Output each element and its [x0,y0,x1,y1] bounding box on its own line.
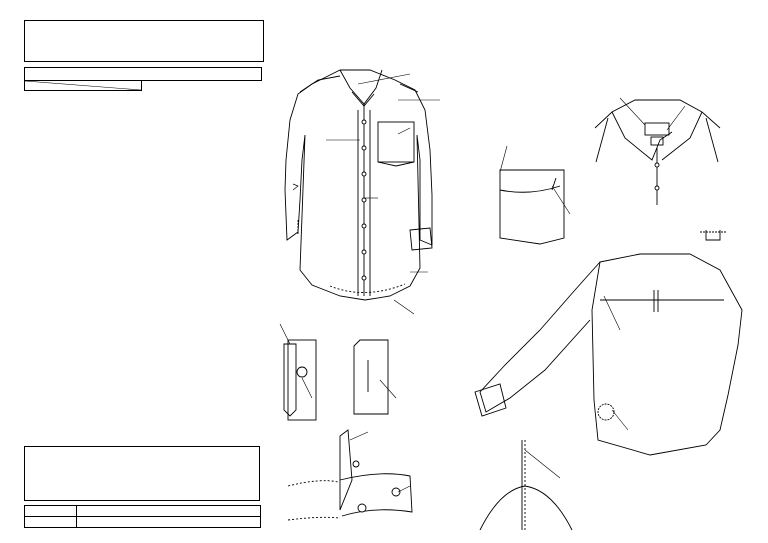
front-shirt-drawing [285,70,432,300]
pocket-detail-drawing [500,170,564,244]
side-seam-drawing [480,440,572,530]
cuff-detail-drawings [284,340,388,420]
sleeve-placket-drawing [288,430,412,520]
back-shirt-drawing [475,230,742,455]
collar-detail-drawing [595,100,720,205]
